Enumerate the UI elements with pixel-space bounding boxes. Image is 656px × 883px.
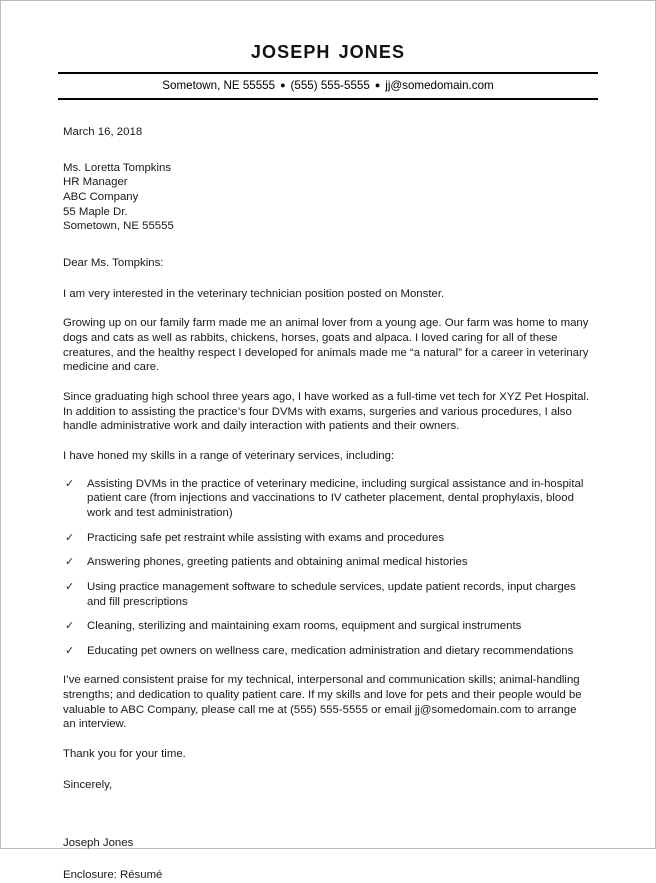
salutation: Dear Ms. Tompkins:: [63, 257, 164, 270]
body-paragraph-1: I am very interested in the veterinary technician position posted on Monster.: [63, 287, 445, 300]
contact-location: Sometown, NE 55555: [162, 79, 276, 93]
closing-paragraph: I’ve earned consistent praise for my technical, interpersonal and communication skills; animal-handling strengths; and dedication to quality patient care. If my skills and love for pets and their people would be valuable to ABC Company, please call me at (555) 555-5555 or email jj@somedomain.com to arrange an interview.: [63, 674, 582, 731]
list-item: [63, 531, 591, 546]
page-title: joseph jones: [250, 36, 406, 64]
recipient-title: HR Manager: [63, 176, 128, 189]
sign-off: Sincerely,: [63, 778, 113, 791]
list-item-label: Educating pet owners on wellness care, medication administration and dietary recommendations: [87, 644, 574, 657]
check-icon: ✓: [65, 477, 75, 490]
letter-date: March 16, 2018: [63, 125, 143, 138]
letter-sheet: [1, 1, 655, 882]
list-item-label: Assisting DVMs in the practice of veterinary medicine, including surgical assistance and in-hospital patient care (from injections and vaccinations to IV catheter placement, dental prophylaxis, blood work and test administration): [87, 477, 584, 519]
letterhead: [58, 1, 598, 100]
list-item: [63, 619, 591, 634]
check-icon: ✓: [65, 531, 75, 544]
check-icon: ✓: [65, 644, 75, 657]
contact-separator-2: ●: [374, 80, 381, 91]
check-icon: ✓: [65, 620, 75, 633]
recipient-name: Ms. Loretta Tompkins: [63, 161, 172, 174]
skills-list-lead-in: I have honed my skills in a range of veterinary services, including:: [63, 449, 395, 462]
check-icon: ✓: [65, 580, 75, 593]
list-item: [63, 555, 591, 570]
contact-separator-1: ●: [280, 80, 286, 91]
contact-email: jj@somedomain.com: [385, 79, 494, 93]
body-paragraph-3: Since graduating high school three years ago, I have worked as a full-time vet tech for XYZ Pet Hospital. In addition to assisting the practice’s four DVMs with exams, surgeries and various procedures, I also handle administrative work and daily interaction with patients and their owners.: [63, 390, 590, 433]
signature-space: [63, 792, 591, 836]
list-item: [63, 644, 591, 659]
letter-body: [63, 100, 591, 883]
list-item-label: Answering phones, greeting patients and obtaining animal medical histories: [87, 556, 468, 569]
list-item-label: Cleaning, sterilizing and maintaining exam rooms, equipment and surgical instruments: [87, 620, 522, 633]
signature-name: Joseph Jones: [63, 837, 134, 850]
list-item: [63, 477, 591, 521]
thank-you-line: Thank you for your time.: [63, 748, 186, 761]
recipient-street: 55 Maple Dr.: [63, 205, 128, 218]
contact-phone: (555) 555-5555: [290, 79, 370, 93]
recipient-city-state-zip: Sometown, NE 55555: [63, 220, 174, 233]
enclosure-line: Enclosure: Résumé: [63, 869, 163, 882]
recipient-block: [63, 161, 591, 235]
list-item: [63, 580, 591, 609]
check-icon: ✓: [65, 556, 75, 569]
list-item-label: Practicing safe pet restraint while assisting with exams and procedures: [87, 531, 445, 544]
contact-line: [58, 74, 598, 98]
skills-list: [63, 477, 591, 659]
recipient-company: ABC Company: [63, 190, 139, 203]
list-item-label: Using practice management software to schedule services, update patient records, input charges and fill prescriptions: [87, 580, 576, 608]
body-paragraph-2: Growing up on our family farm made me an animal lover from a young age. Our farm was home to many dogs and cats as well as rabbits, chickens, horses, goats and alpaca. I loved caring for all of these creatures, and the healthy respect I developed for animals made me “a natural” for a career in veterinary medicine and care.: [63, 317, 589, 374]
